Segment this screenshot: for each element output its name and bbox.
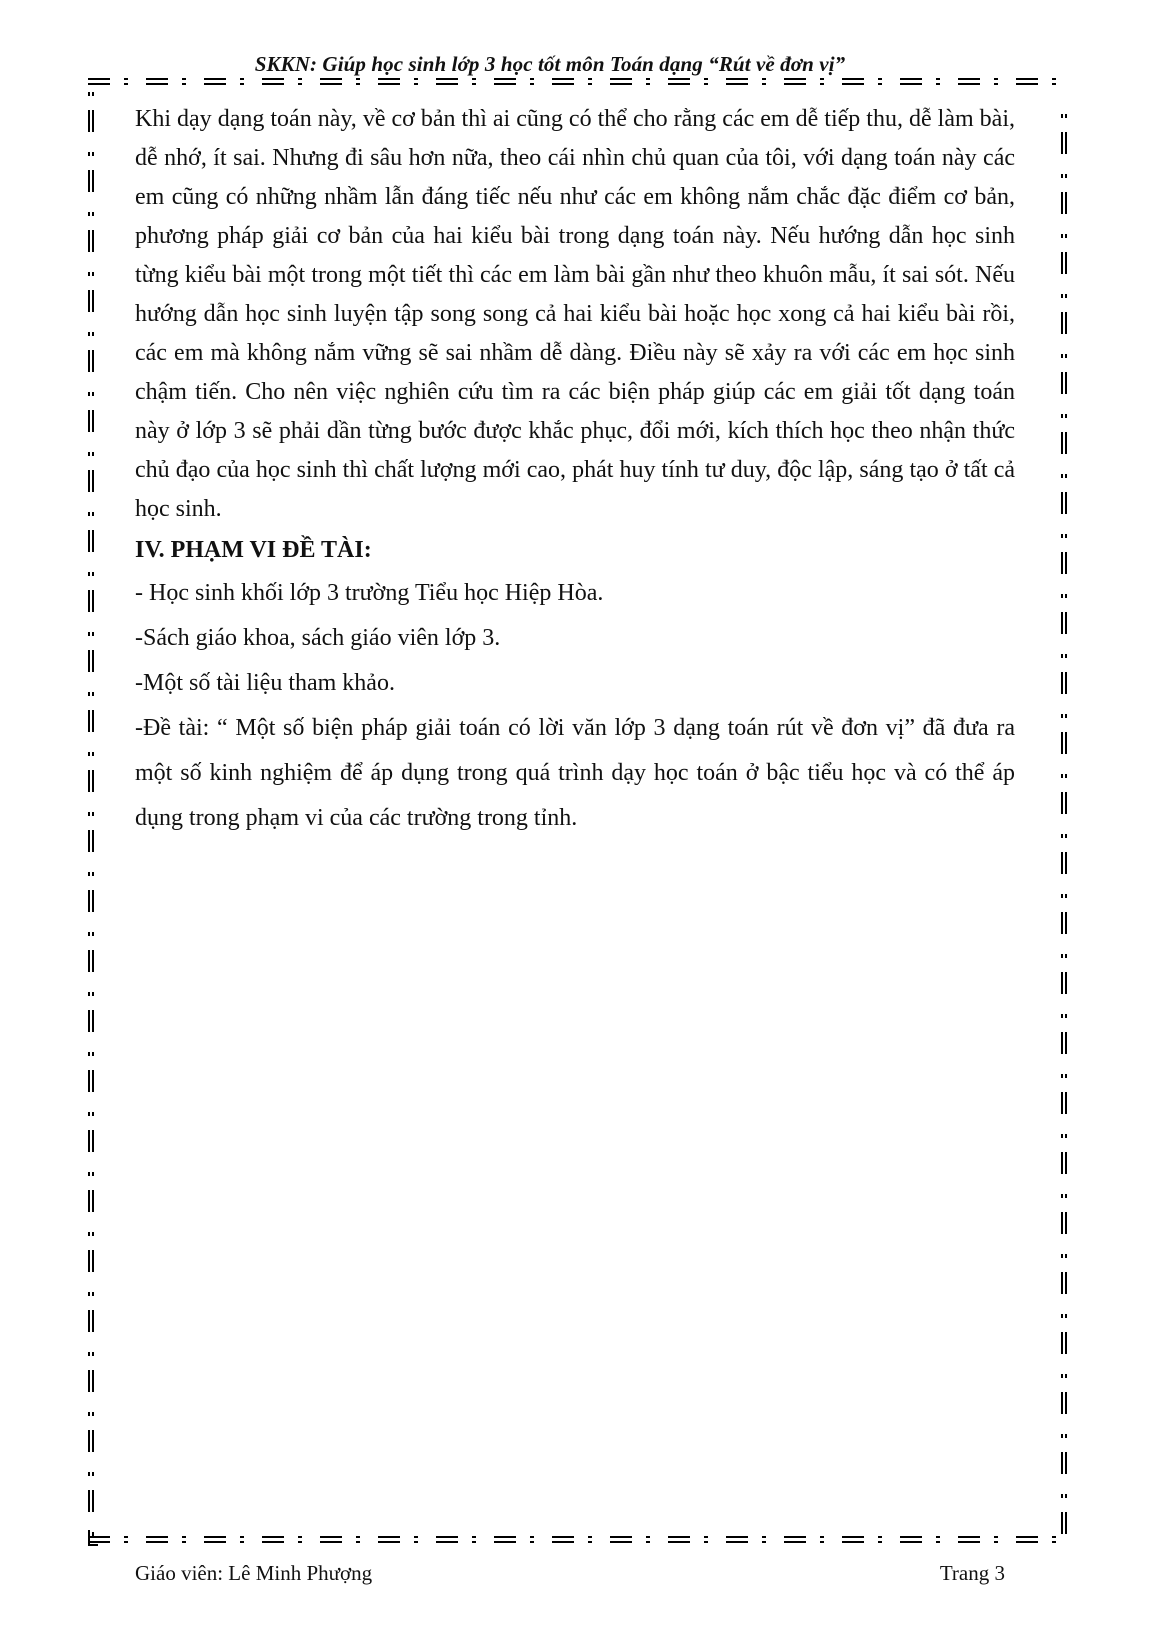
running-header: SKKN: Giúp học sinh lớp 3 học tốt môn Toán dạng “Rút về đơn vị”	[254, 52, 846, 76]
page-border-corner	[88, 1530, 98, 1546]
section-heading: IV. PHẠM VI ĐỀ TÀI:	[135, 537, 372, 563]
page-border-right	[1061, 76, 1067, 1536]
page-border-left	[88, 86, 94, 1541]
topic-paragraph: -Đề tài: “ Một số biện pháp giải toán có lời văn lớp 3 dạng toán rút về đơn vị” đã đưa ra một số kinh nghiệm để áp dụng trong quá trình dạy học toán ở bậc tiểu học và có thể áp dụng trong phạm vi của các trường trong tỉnh.	[135, 715, 1015, 831]
page-border-top	[88, 78, 1058, 86]
scope-item: - Học sinh khối lớp 3 trường Tiểu học Hiệp Hòa.	[135, 580, 604, 606]
scope-item: -Sách giáo khoa, sách giáo viên lớp 3.	[135, 625, 501, 651]
document-body	[135, 100, 1015, 841]
page-footer	[135, 1561, 1005, 1586]
footer-teacher: Giáo viên: Lê Minh Phượng	[135, 1561, 373, 1585]
footer-page-number: Trang 3	[939, 1561, 1005, 1585]
body-paragraph: Khi dạy dạng toán này, về cơ bản thì ai cũng có thể cho rằng các em dễ tiếp thu, dễ làm bài, dễ nhớ, ít sai. Nhưng đi sâu hơn nữa, theo cái nhìn chủ quan của tôi, với dạng toán này các em cũng có những nhầm lẫn đáng tiếc nếu như các em không nắm chắc đặc điểm cơ bản, phương pháp giải cơ bản của hai kiểu bài trong dạng toán này. Nếu hướng dẫn học sinh từng kiểu bài một trong một tiết thì các em làm bài gần như theo khuôn mẫu, ít sai sót. Nếu hướng dẫn học sinh luyện tập song song cả hai kiểu bài hoặc học xong cả hai kiểu bài rồi, các em mà không nắm vững sẽ sai nhầm dễ dàng. Điều này sẽ xảy ra với các em học sinh chậm tiến. Cho nên việc nghiên cứu tìm ra các biện pháp giúp các em giải tốt dạng toán này ở lớp 3 sẽ phải dần từng bước được khắc phục, đổi mới, kích thích học theo nhận thức chủ đạo của học sinh thì chất lượng mới cao, phát huy tính tư duy, độc lập, sáng tạo ở tất cả học sinh.	[135, 106, 1015, 522]
page-border-bottom	[88, 1536, 1058, 1544]
scope-item: -Một số tài liệu tham khảo.	[135, 670, 395, 696]
